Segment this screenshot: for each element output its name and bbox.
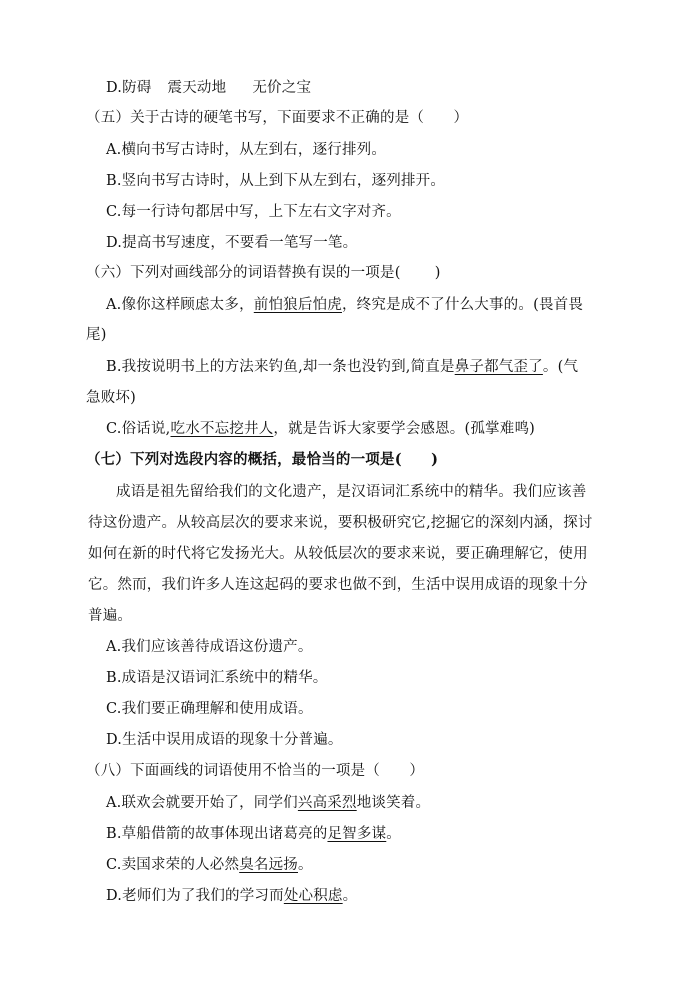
q8-title: （八）下面画线的词语使用不恰当的一项是（ ）: [86, 763, 425, 779]
q6-title: （六）下列对画线部分的词语替换有误的一项是( ): [86, 265, 441, 281]
q7-option-b: B.成语是汉语词汇系统中的精华。: [106, 670, 328, 686]
q8-a-prefix: A.联欢会就要开始了，同学们: [106, 795, 298, 811]
q5-title: （五）关于古诗的硬笔书写，下面要求不正确的是（ ）: [86, 110, 469, 126]
q6-a-suffix: ，终究是成不了什么大事的。(畏首畏: [341, 297, 584, 313]
q8-d-underlined: 处心积虑: [283, 888, 343, 904]
option-word-2: 震天动地: [167, 80, 227, 96]
option-word-1: 防碍: [122, 80, 152, 96]
q8-b-underlined: 足智多谋: [327, 826, 387, 842]
q7-passage-line-5: 普遍。: [88, 608, 133, 624]
q8-option-c: [106, 855, 313, 875]
option-word-3: 无价之宝: [252, 80, 312, 96]
q8-d-prefix: D.老师们为了我们的学习而: [106, 888, 284, 904]
q7-passage-line-1: 成语是祖先留给我们的文化遗产，是汉语词汇系统中的精华。我们应该善: [116, 484, 587, 500]
q8-c-prefix: C.卖国求荣的人必然: [106, 857, 240, 873]
q5-option-a: A.横向书写古诗时，从左到右，逐行排列。: [106, 142, 387, 158]
q7-option-c: C.我们要正确理解和使用成语。: [106, 701, 313, 717]
q5-option-d: D.提高书写速度，不要看一笔写一笔。: [106, 235, 358, 251]
q7-passage-line-3: 如何在新的时代将它发扬光大。从较低层次的要求来说，要正确理解它，使用: [88, 546, 588, 562]
q6-c-prefix: C.俗话说,: [106, 421, 171, 437]
q8-a-suffix: 地谈笑着。: [356, 795, 431, 811]
q6-option-a: [106, 295, 583, 315]
q6-option-c: [106, 419, 535, 439]
q6-option-a-cont: 尾): [86, 327, 107, 343]
q8-b-prefix: B.草船借箭的故事体现出诸葛亮的: [106, 826, 328, 842]
q8-option-a: [106, 793, 430, 813]
q8-b-suffix: 。: [386, 826, 401, 842]
q7-option-d: D.生活中误用成语的现象十分普遍。: [106, 732, 343, 748]
q7-passage-line-2: 待这份遗产。从较高层次的要求来说，要积极研究它,挖掘它的深刻内涵，探讨: [88, 515, 593, 531]
q7-option-a: A.我们应该善待成语这份遗产。: [106, 639, 313, 655]
q8-d-suffix: 。: [342, 888, 358, 904]
option-label: D.: [106, 80, 123, 96]
q7-title: （七）下列对选段内容的概括，最恰当的一项是( ): [86, 451, 439, 468]
q8-c-suffix: 。: [298, 857, 313, 873]
q4-option-d: [106, 78, 311, 98]
q6-a-prefix: A.像你这样顾虑太多，: [106, 297, 254, 313]
q6-c-suffix: ，就是告诉大家要学会感恩。(孤掌难鸣): [273, 421, 536, 437]
q6-b-underlined: 鼻子都气歪了: [454, 359, 543, 375]
q6-b-prefix: B.我按说明书上的方法来钓鱼,却一条也没钓到,简直是: [106, 359, 455, 375]
q6-b-suffix: 。(气: [542, 359, 579, 375]
q6-c-underlined: 吃水不忘挖井人: [170, 421, 274, 437]
q7-passage-line-4: 它。然而，我们许多人连这起码的要求也做不到，生活中误用成语的现象十分: [88, 577, 588, 593]
q6-a-underlined: 前怕狼后怕虎: [253, 297, 342, 313]
q8-option-d: [106, 886, 357, 906]
q6-option-b-cont: 急败坏): [86, 390, 136, 406]
q8-c-underlined: 臭名远扬: [239, 857, 298, 873]
q8-a-underlined: 兴高采烈: [297, 795, 357, 811]
q8-option-b: [106, 824, 401, 844]
q5-option-c: C.每一行诗句都居中写，上下左右文字对齐。: [106, 204, 401, 220]
q5-option-b: B.竖向书写古诗时，从上到下从左到右，逐列排开。: [106, 173, 446, 189]
q6-option-b: [106, 357, 578, 377]
